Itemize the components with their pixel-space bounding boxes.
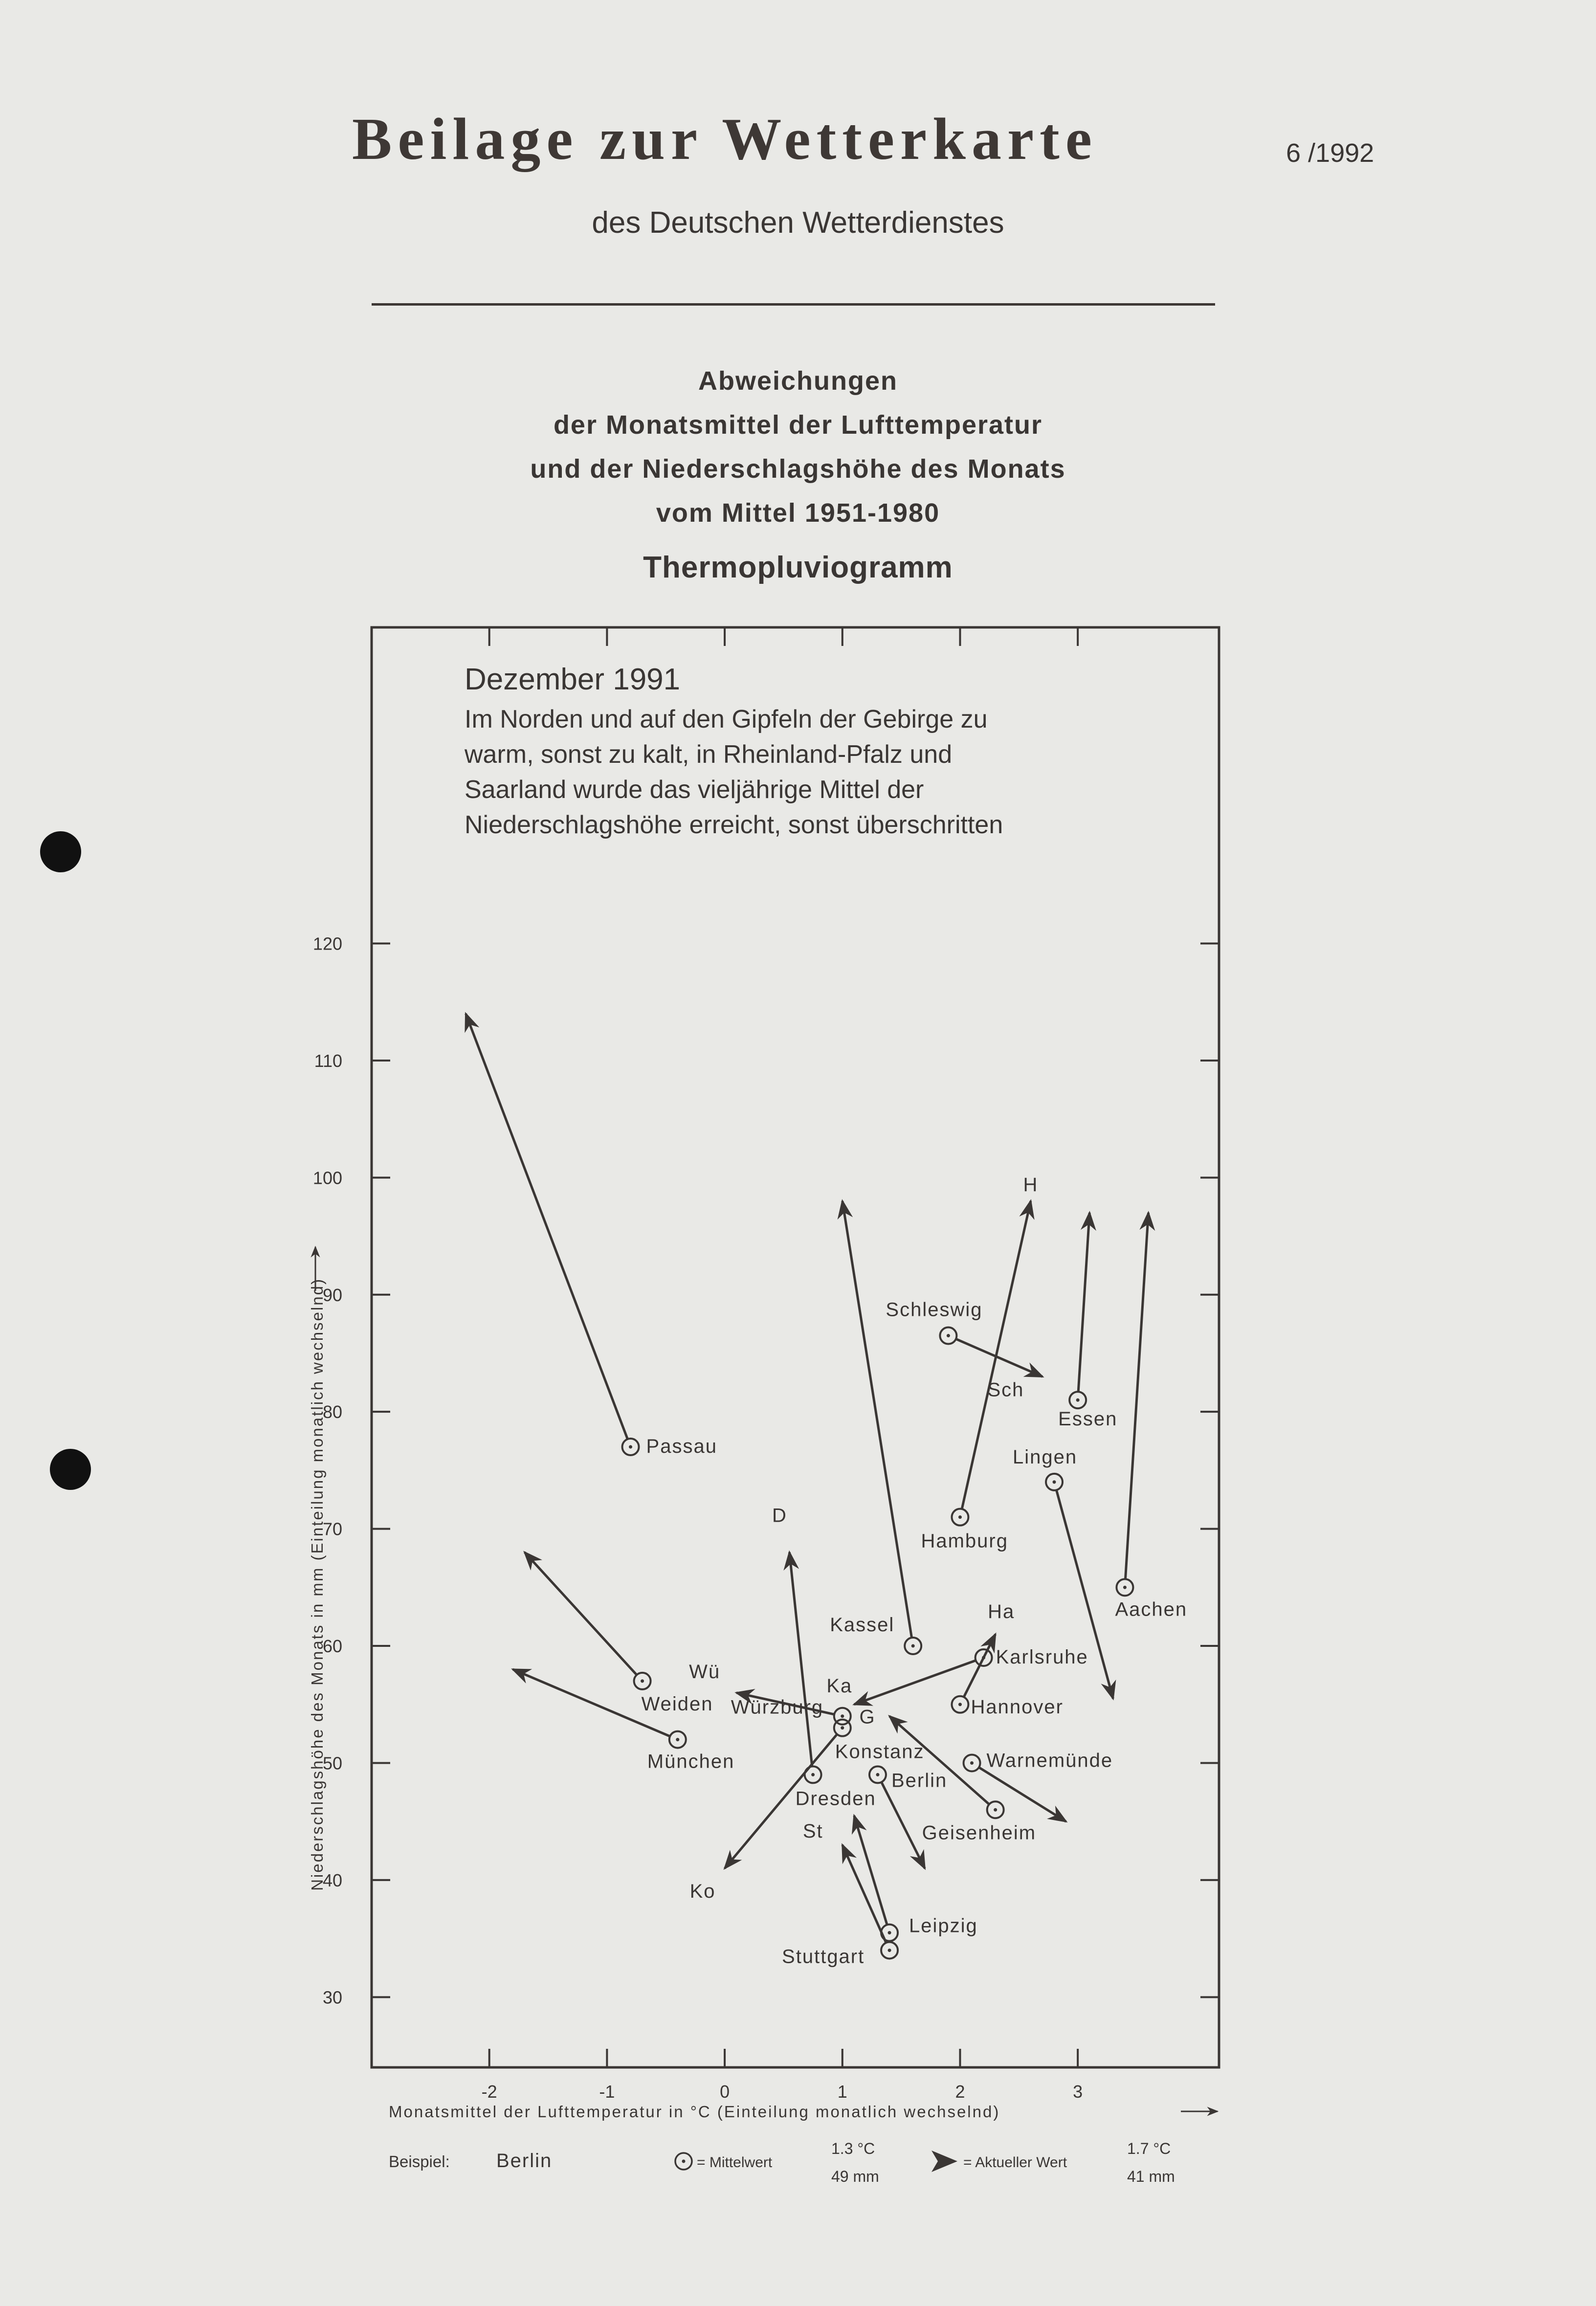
series-mean-point-dot bbox=[1123, 1586, 1127, 1589]
legend-mean-precip: 49 mm bbox=[831, 2168, 879, 2185]
series-arrow bbox=[964, 1634, 996, 1697]
series-arrow bbox=[525, 1552, 637, 1675]
series-stuttgart bbox=[782, 1820, 898, 1967]
series-dresden bbox=[772, 1505, 876, 1810]
series-label: Aachen bbox=[1115, 1598, 1188, 1620]
series-arrow bbox=[979, 1767, 1066, 1821]
series-mean-point-dot bbox=[888, 1931, 891, 1934]
series-arrow bbox=[854, 1661, 976, 1705]
legend-example-label: Beispiel: bbox=[389, 2152, 450, 2171]
y-tick-label: 60 bbox=[322, 1636, 342, 1657]
y-axis-label: Niederschlagshöhe des Monats in mm (Einteilung monatlich wechselnd) bbox=[308, 1278, 326, 1891]
x-tick-label: 3 bbox=[1073, 2082, 1083, 2102]
series-mean-point-dot bbox=[629, 1445, 632, 1449]
series-label: Geisenheim bbox=[922, 1822, 1037, 1844]
series-mean-point-dot bbox=[1053, 1480, 1056, 1484]
series-label: Leipzig bbox=[909, 1915, 978, 1937]
series-tip-label: Sch bbox=[987, 1379, 1024, 1401]
series-mean-point-dot bbox=[947, 1334, 950, 1337]
y-tick-label: 120 bbox=[312, 933, 342, 954]
y-tick-label: 70 bbox=[322, 1519, 342, 1539]
series-arrow bbox=[842, 1201, 912, 1638]
chart-title: Dezember 1991 bbox=[465, 663, 681, 696]
series-label: Hannover bbox=[971, 1696, 1064, 1718]
series-label: Schleswig bbox=[886, 1299, 983, 1321]
series-mean-point-dot bbox=[876, 1773, 879, 1776]
x-tick-label: -2 bbox=[481, 2082, 497, 2102]
heading-line-1: Abweichungen bbox=[698, 366, 898, 396]
chart-description-1: Im Norden und auf den Gipfeln der Gebirge zu bbox=[465, 705, 988, 733]
series-kassel bbox=[830, 1201, 921, 1654]
series-essen bbox=[1058, 1213, 1117, 1430]
series-label: Lingen bbox=[1013, 1446, 1078, 1468]
series-label: Berlin bbox=[891, 1770, 948, 1792]
series-tip-label: Ko bbox=[689, 1880, 716, 1902]
series-label: Karlsruhe bbox=[996, 1646, 1088, 1668]
series-label: Dresden bbox=[795, 1788, 876, 1810]
y-tick-label: 100 bbox=[312, 1168, 342, 1188]
series-mean-point-dot bbox=[994, 1808, 997, 1812]
chart-description-3: Saarland wurde das vieljährige Mittel der bbox=[465, 776, 924, 804]
series-arrow bbox=[882, 1782, 925, 1868]
series-arrow bbox=[789, 1552, 812, 1767]
y-tick-label: 40 bbox=[322, 1870, 342, 1890]
heading-line-5: Thermopluviogramm bbox=[643, 551, 953, 584]
y-tick-label: 90 bbox=[322, 1285, 342, 1305]
series-schleswig bbox=[886, 1299, 1042, 1401]
series-weiden bbox=[525, 1552, 713, 1715]
x-tick-label: 1 bbox=[837, 2082, 847, 2102]
series-mean-point-dot bbox=[841, 1726, 844, 1730]
series-mean-point-dot bbox=[970, 1761, 974, 1765]
series-mean-point-dot bbox=[641, 1679, 644, 1683]
legend bbox=[389, 2140, 1175, 2185]
series-passau bbox=[466, 1014, 717, 1457]
x-tick-label: 0 bbox=[720, 2082, 730, 2102]
series-mean-point-dot bbox=[911, 1644, 915, 1648]
y-tick-label: 30 bbox=[322, 1987, 342, 2008]
heading-line-2: der Monatsmittel der Lufttemperatur bbox=[553, 410, 1043, 440]
legend-mean-symbol-dot bbox=[682, 2160, 686, 2163]
y-tick-label: 110 bbox=[314, 1050, 342, 1071]
series-aachen bbox=[1115, 1213, 1187, 1620]
series-warnemunde bbox=[964, 1750, 1113, 1821]
series-mean-point-dot bbox=[958, 1515, 962, 1519]
document-subtitle: des Deutschen Wetterdienstes bbox=[592, 206, 1004, 240]
series-munchen bbox=[513, 1669, 735, 1773]
series-group bbox=[466, 1014, 1188, 1967]
document-title: Beilage zur Wetterkarte bbox=[352, 106, 1098, 172]
series-label: Kassel bbox=[830, 1614, 895, 1636]
chart-description-2: warm, sonst zu kalt, in Rheinland-Pfalz und bbox=[465, 740, 953, 769]
heading-line-4: vom Mittel 1951-1980 bbox=[656, 498, 940, 528]
series-berlin bbox=[869, 1766, 947, 1868]
series-arrow bbox=[466, 1014, 628, 1439]
plot-frame bbox=[372, 627, 1219, 2067]
series-arrow bbox=[1126, 1213, 1149, 1579]
series-mean-point-dot bbox=[841, 1714, 844, 1718]
series-label: Stuttgart bbox=[782, 1946, 865, 1968]
series-hamburg bbox=[921, 1174, 1038, 1552]
legend-actual-precip: 41 mm bbox=[1127, 2168, 1175, 2185]
chart-description-4: Niederschlagshöhe erreicht, sonst überschritten bbox=[465, 811, 1003, 839]
series-label: Hamburg bbox=[921, 1530, 1008, 1552]
series-mean-point-dot bbox=[676, 1738, 679, 1741]
series-mean-point-dot bbox=[1076, 1398, 1080, 1402]
series-tip-label: Wü bbox=[689, 1661, 721, 1683]
series-mean-point-dot bbox=[811, 1773, 815, 1776]
series-tip-label: H bbox=[1023, 1174, 1039, 1196]
series-label: Würzburg bbox=[731, 1696, 824, 1718]
y-tick-label: 50 bbox=[322, 1753, 342, 1774]
y-tick-label: 80 bbox=[322, 1402, 342, 1422]
legend-actual-label: = Aktueller Wert bbox=[963, 2154, 1067, 2171]
series-arrow bbox=[1078, 1213, 1089, 1392]
series-label: Passau bbox=[646, 1436, 717, 1458]
x-tick-label: 2 bbox=[955, 2082, 965, 2102]
axis-ticks bbox=[372, 627, 1219, 2067]
series-tip-label: D bbox=[772, 1505, 787, 1527]
series-tip-label: G bbox=[859, 1706, 876, 1728]
x-tick-label: -1 bbox=[599, 2082, 615, 2102]
legend-arrow-symbol bbox=[931, 2151, 957, 2172]
series-label: Weiden bbox=[641, 1693, 713, 1715]
series-arrow bbox=[842, 1845, 886, 1943]
legend-mean-label: = Mittelwert bbox=[697, 2154, 773, 2171]
heading-line-3: und der Niederschlagshöhe des Monats bbox=[530, 454, 1066, 484]
series-tip-label: Ha bbox=[988, 1601, 1015, 1623]
series-label: Essen bbox=[1058, 1408, 1118, 1430]
series-label: München bbox=[647, 1751, 735, 1773]
legend-example-station: Berlin bbox=[496, 2150, 553, 2172]
series-konstanz bbox=[690, 1720, 925, 1902]
series-label: Warnemünde bbox=[986, 1750, 1113, 1772]
series-mean-point-dot bbox=[888, 1949, 891, 1952]
series-tip-label: Ka bbox=[826, 1675, 853, 1697]
series-tip-label: St bbox=[802, 1820, 823, 1842]
legend-mean-temp: 1.3 °C bbox=[831, 2140, 875, 2157]
legend-actual-temp: 1.7 °C bbox=[1127, 2140, 1171, 2157]
x-axis-label: Monatsmittel der Lufttemperatur in °C (Einteilung monatlich wechselnd) bbox=[389, 2103, 1000, 2121]
issue-number: 6 /1992 bbox=[1286, 138, 1374, 168]
series-mean-point-dot bbox=[958, 1703, 962, 1706]
series-label: Konstanz bbox=[835, 1741, 925, 1763]
